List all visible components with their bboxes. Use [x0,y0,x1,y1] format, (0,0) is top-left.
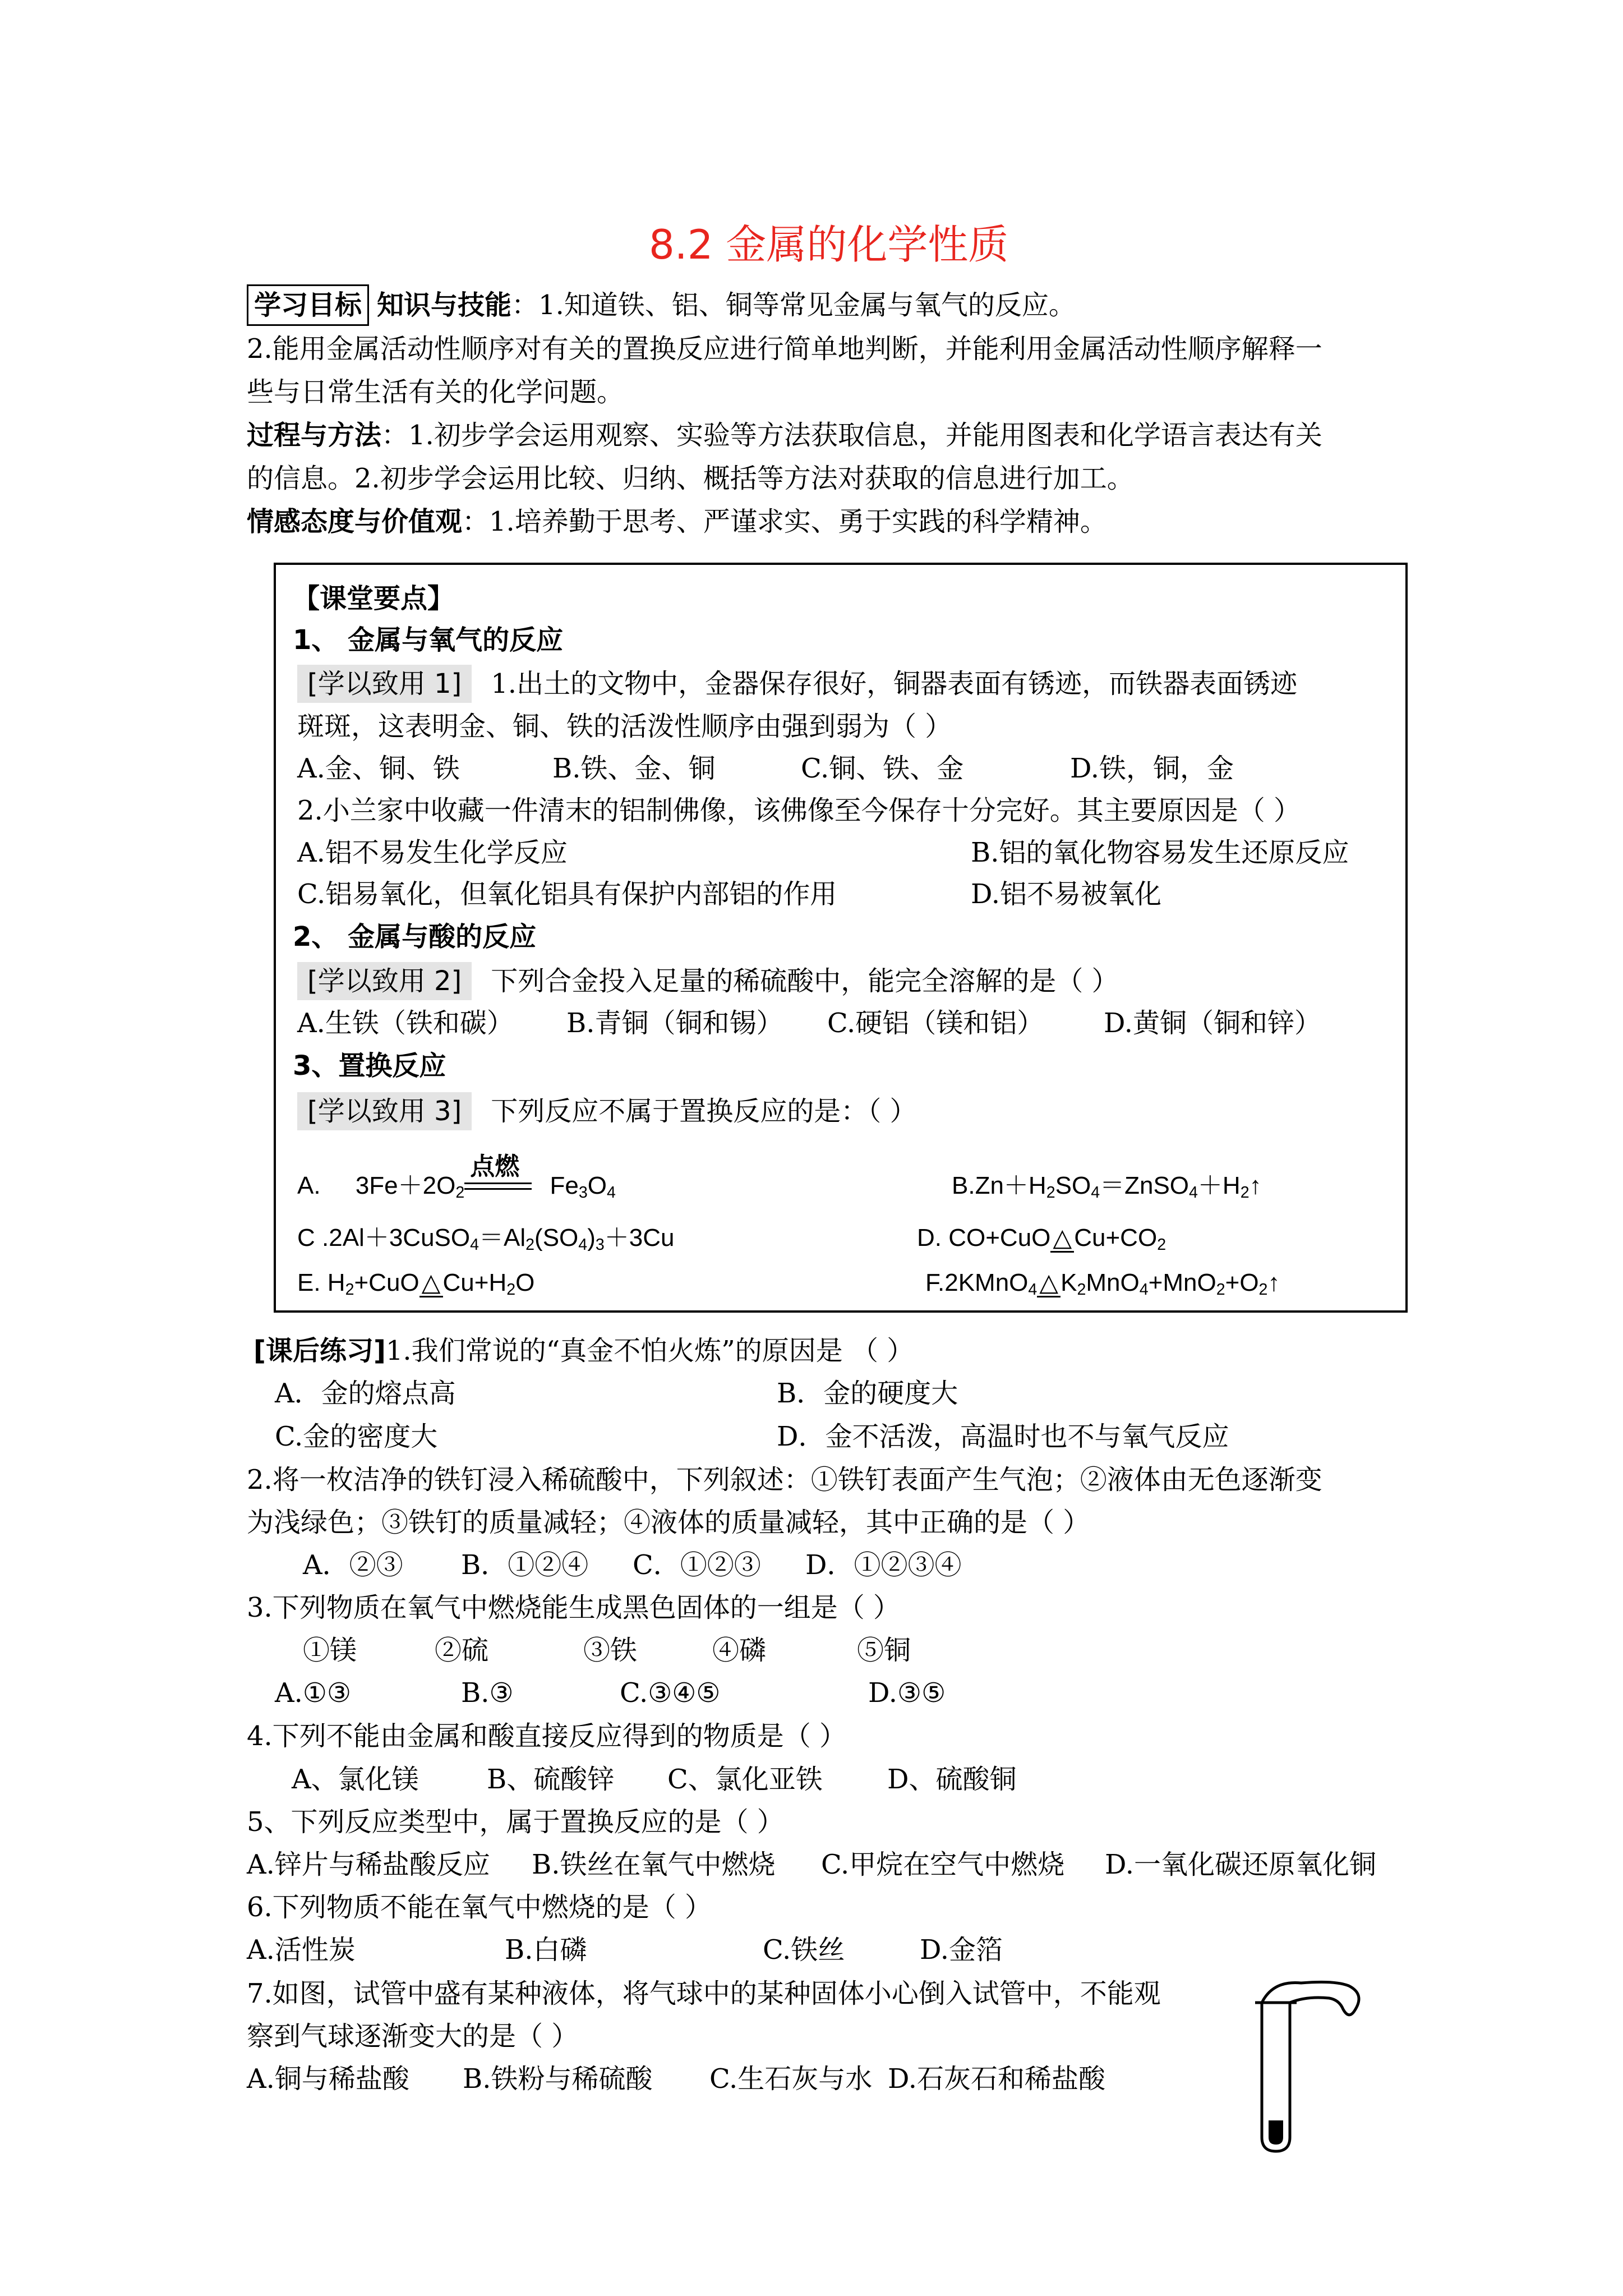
apply-1-q1-option-c: C.铜、铁、金 [801,753,964,784]
apply-1-question-2: 2.小兰家中收藏一件清末的铝制佛像，该佛像至今保存十分完好。其主要原因是（ ） [297,795,1301,826]
exercises-tag: [课后练习] [253,1335,386,1366]
apply-1-q2-option-c: C.铝易氧化，但氧化铝具有保护内部铝的作用 [297,878,837,910]
exercise-3-option-d: D.③⑤ [868,1677,946,1709]
apply-2-option-c: C.硬铝（镁和铝） [827,1007,1044,1039]
exercise-1-option-a: A．金的熔点高 [275,1378,456,1409]
equation-c: C $.2Al+3CuSO_4=Al_2(SO_4)_3+3Cu$ [297,1224,675,1254]
exercise-1-line [253,1337,914,1364]
page-title: 8.2 金属的化学性质 [649,221,1009,268]
exercise-3-item-5: ⑤铜 [857,1635,911,1666]
heat-condition: △ [1050,1226,1074,1250]
process-heading: 过程与方法 [247,420,382,451]
exercise-7-option-a: A.铜与稀盐酸 [247,2063,409,2095]
exercise-1-option-d: D．金不活泼，高温时也不与氧气反应 [777,1421,1229,1452]
apply-3-question: 下列反应不属于置换反应的是：（ ） [491,1096,917,1127]
attitude-line [247,508,1107,535]
exercise-3-item-1: ①镁 [303,1635,357,1666]
exercise-7-question-a: 7.如图，试管中盛有某种液体，将气球中的某种固体小心倒入试管中，不能观 [247,1978,1161,2009]
equation-a: A. $3Fe+2O_2$ 点燃 $Fe_3O_4$ [297,1152,616,1202]
exercise-5-question: 5、下列反应类型中，属于置换反应的是（ ） [247,1806,784,1838]
key-points-header: 【课堂要点】 [293,583,455,614]
exercise-7-option-b: B.铁粉与稀硫酸 [463,2063,653,2095]
exercise-7-question-b: 察到气球逐渐变大的是（ ） [247,2021,579,2052]
exercise-5-option-b: B.铁丝在氧气中燃烧 [532,1849,776,1880]
exercise-3-option-b: B.③ [461,1677,514,1709]
exercise-5-option-a: A.锌片与稀盐酸反应 [247,1849,490,1880]
ignite-condition-arrow [464,1152,532,1198]
heat-condition: △ [1037,1271,1061,1295]
equation-f: $F.2KMnO_4\triangle K_2MnO_4+MnO_2+O_2↑$ [925,1269,1280,1299]
knowledge-item-1: ：1.知道铁、铝、铜等常见金属与氧气的反应。 [511,289,1076,321]
attitude-item-1: ：1.培养勤于思考、严谨求实、勇于实践的科学精神。 [462,506,1107,537]
balloon-icon [1262,1982,1359,2014]
knowledge-heading: 知识与技能 [377,289,512,321]
equation-b: $B.Zn+H_2SO_4=ZnSO_4+H_2↑$ [952,1172,1262,1202]
apply-2-option-b: B.青铜（铜和锡） [566,1007,783,1039]
apply-1-tag: [学以致用 1] [297,665,472,703]
exercise-5-option-c: C.甲烷在空气中燃烧 [821,1849,1065,1880]
section-1-heading: 1、 金属与氧气的反应 [293,624,564,656]
exercise-6-question: 6.下列物质不能在氧气中燃烧的是（ ） [247,1892,712,1923]
exercise-6-option-c: C.铁丝 [763,1934,845,1966]
knowledge-item-2a: 2.能用金属活动性顺序对有关的置换反应进行简单地判断，并能利用金属活动性顺序解释一 [247,333,1322,365]
exercise-3-item-3: ③铁 [583,1635,638,1666]
exercise-6-option-d: D.金箔 [920,1934,1003,1966]
test-tube-balloon-figure [1239,1969,1368,2160]
apply-2-tag: [学以致用 2] [297,962,472,1000]
process-item-1: ：1.初步学会运用观察、实验等方法获取信息，并能用图表和化学语言表达有关 [381,420,1322,451]
section-2-heading: 2、 金属与酸的反应 [293,921,537,953]
exercise-4-option-c: C、氯化亚铁 [667,1764,823,1795]
apply-2-question: 下列合金投入足量的稀硫酸中，能完全溶解的是（ ） [491,965,1119,997]
apply-3-tag: [学以致用 3] [297,1092,472,1130]
exercise-7-option-c: C.生石灰与水 [709,2063,873,2095]
exercise-2-option-b: B．①②④ [461,1549,589,1581]
apply-2-line [297,965,1119,997]
exercise-2-question-a: 2.将一枚洁净的铁钉浸入稀硫酸中，下列叙述：①铁钉表面产生气泡；②液体由无色逐渐变 [247,1464,1322,1496]
exercise-4-option-d: D、硫酸铜 [887,1764,1017,1795]
objectives-label: 学习目标 [247,284,369,326]
exercise-1-option-b: B．金的硬度大 [777,1378,958,1409]
apply-1-q2-option-a: A.铝不易发生化学反应 [297,837,568,868]
exercise-1-question: 1.我们常说的“真金不怕火炼”的原因是 （ ） [385,1335,914,1366]
test-tube-icon [1255,2003,1297,2151]
apply-1-q1-option-a: A.金、铜、铁 [297,753,460,784]
exercise-3-item-2: ②硫 [435,1635,489,1666]
equation-e: E. $H_2+CuO\triangle Cu+H_2O$ [297,1269,535,1299]
exercise-4-option-a: A、氯化镁 [292,1764,419,1795]
apply-3-line [297,1098,917,1125]
knowledge-item-2b: 些与日常生活有关的化学问题。 [247,376,624,408]
exercise-6-option-b: B.白磷 [505,1934,587,1966]
exercise-5-option-d: D.一氧化碳还原氧化铜 [1105,1849,1377,1880]
exercise-1-option-c: C.金的密度大 [275,1421,438,1452]
equation-d: D. $CO+CuO\triangle Cu+CO_2$ [917,1224,1166,1254]
exercise-4-question: 4.下列不能由金属和酸直接反应得到的物质是（ ） [247,1720,847,1752]
exercise-4-option-b: B、硫酸锌 [487,1764,615,1795]
apply-1-q1-option-b: B.铁、金、铜 [552,753,716,784]
apply-1-question-a: 1.出土的文物中，金器保存很好，铜器表面有锈迹，而铁器表面锈迹 [491,668,1298,700]
ignite-label: 点燃 [470,1152,520,1181]
exercise-6-option-a: A.活性炭 [247,1934,356,1966]
apply-1-q2-option-b: B.铝的氧化物容易发生还原反应 [971,837,1349,868]
exercise-3-question: 3.下列物质在氧气中燃烧能生成黑色固体的一组是（ ） [247,1592,901,1623]
exercise-2-option-c: C．①②③ [633,1549,761,1581]
section-3-heading: 3、置换反应 [293,1050,446,1082]
process-item-2: 的信息。2.初步学会运用比较、归纳、概括等方法对获取的信息进行加工。 [247,463,1134,494]
heat-condition: △ [419,1271,443,1295]
exercise-7-option-d: D.石灰石和稀盐酸 [888,2063,1106,2095]
apply-2-option-a: A.生铁（铁和碳） [297,1007,514,1039]
apply-1-line [297,668,1298,700]
exercise-3-option-c: C.③④⑤ [620,1677,721,1709]
exercise-2-option-a: A．②③ [303,1549,403,1581]
exercise-2-option-d: D．①②③④ [805,1549,962,1581]
apply-2-option-d: D.黄铜（铜和锌） [1104,1007,1322,1039]
exercise-3-item-4: ④磷 [712,1635,767,1666]
attitude-heading: 情感态度与价值观 [247,506,463,537]
exercise-3-option-a: A.①③ [275,1677,351,1709]
exercise-2-question-b: 为浅绿色；③铁钉的质量减轻；④液体的质量减轻，其中正确的是（ ） [247,1507,1090,1538]
apply-1-q1-option-d: D.铁，铜，金 [1070,753,1234,784]
apply-1-question-b: 斑斑，这表明金、铜、铁的活泼性顺序由强到弱为（ ） [297,711,952,742]
process-line-1 [247,422,1322,449]
objectives-line-1 [247,289,1076,321]
apply-1-q2-option-d: D.铝不易被氧化 [971,878,1162,910]
